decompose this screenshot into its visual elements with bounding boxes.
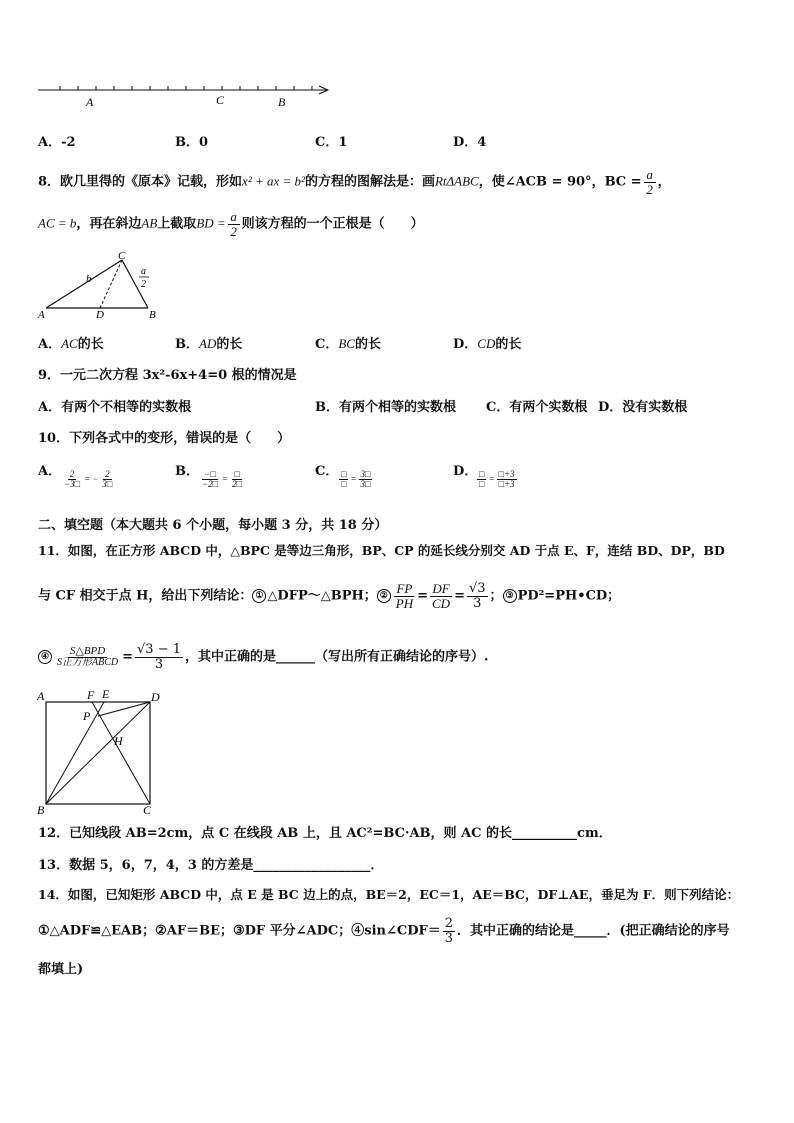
q8-opt-b-tail: 的长 [216, 337, 243, 352]
den: 3 [444, 930, 453, 946]
q8-end: 则该方程的一个正根是（ ） [241, 216, 424, 232]
q9-option-c: C．有两个实数根 [486, 400, 588, 415]
section-2-title: 二、填空题（本大题共 6 个小题，每小题 3 分，共 18 分） [38, 518, 388, 533]
q9-option-d: D．没有实数根 [598, 400, 688, 415]
q8-equation: x² + ax = b² [242, 173, 305, 189]
num: 2 [444, 916, 453, 931]
q8-opt-d-letter: D． [453, 337, 478, 352]
frac [359, 470, 373, 490]
fig8-label-b-side: b [86, 273, 92, 285]
fig8-label-b: B [149, 309, 156, 320]
q8-frac-den: 2 [646, 181, 653, 197]
q13: 13．数据 5，6，7，4，3 的方差是__________________． [38, 858, 384, 873]
frac [230, 470, 244, 490]
q10-letter-d: D． [453, 464, 478, 479]
q11-line2: 与 CF 相交于点 H，给出下列结论： ① △DFP～△BPH； ② $\frac{FP}{PH}$ = $\frac{DF}{CD}$ = $\frac{√3}{3}$ ； ③ PD²=PH•CD； [38, 581, 621, 611]
n1: □ [341, 469, 347, 479]
fig8-label-c: C [118, 250, 126, 262]
q8-bd: BD = [196, 215, 226, 231]
q8-line2 [38, 210, 424, 238]
d2: 3□ [102, 479, 113, 490]
q11-line1: 11．如图，在正方形 ABCD 中，△BPC 是等边三角形，BP、CP 的延长线分别交 AD 于点 E、F，连结 BD、DP，BD [38, 543, 725, 558]
q9-option-b: B．有两个相等的实数根 [315, 400, 456, 415]
frac [100, 470, 114, 490]
q8-opt-d-tail: 的长 [495, 337, 522, 352]
q8-line1: 8．欧几里得的《原本》记载，形如x² + ax = b²的方程的图解法是：画RtΔABC，使∠ACB = 90°，BC = $\frac{a}{2}$ ， [38, 167, 671, 197]
frac [339, 470, 348, 490]
q11-mark-3: ③ [503, 589, 517, 603]
q10-stem: 10．下列各式中的变形，错误的是（ ） [38, 431, 291, 446]
q8-frac2-den: 2 [230, 223, 237, 239]
q10-expr-b [198, 470, 246, 490]
d1: □ [479, 479, 485, 490]
q8-take: 上截取 [157, 216, 197, 232]
fig11-label-h: H [114, 734, 123, 748]
q10-expr-c [337, 470, 374, 490]
q8-triangle: RtΔABC [434, 173, 479, 189]
den: 3 [473, 595, 482, 611]
op: = [350, 474, 357, 484]
q11-frac-sqrt3-3 [467, 582, 488, 610]
q14-line1: 14．如图，已知矩形 ABCD 中，点 E 是 BC 边上的点，BE＝2，EC＝1，AE＝BC，DF⊥AE，垂足为 F．则下列结论： [38, 887, 740, 902]
q8-opt-b-letter: B． [175, 337, 199, 352]
q11-line2-text: 与 CF 相交于点 H，给出下列结论： [38, 588, 253, 604]
q8-option-a [38, 333, 104, 352]
numberline-label-a: A [86, 95, 94, 109]
q7-option-a: A．-2 [38, 135, 76, 150]
q8-option-d [453, 333, 521, 352]
fig8-label-a-top: a [141, 266, 146, 277]
numberline-label-b: B [278, 95, 286, 109]
segment-cf [92, 702, 150, 804]
q8-opt-a-seg: AC [61, 336, 78, 351]
num: √3 [468, 581, 486, 596]
q11-frac-fp-ph [394, 582, 415, 610]
eq: = [122, 649, 134, 665]
n2: 3□ [360, 469, 371, 479]
frac [477, 470, 486, 490]
q11-frac-sqrt3-1 [135, 643, 183, 671]
q11-frac-area [55, 646, 120, 669]
q14-line3: 都填上) [38, 962, 84, 977]
q11-mark-1: ① [252, 589, 266, 603]
q14-frac [443, 917, 455, 945]
q8-prefix: 8．欧几里得的《原本》记载，形如 [38, 174, 243, 190]
fig11-label-a: A [37, 689, 45, 703]
q8-opt-a-letter: A． [38, 337, 62, 352]
numberline-label-c: C [216, 93, 225, 107]
q8-opt-a-tail: 的长 [77, 337, 104, 352]
q11-c3-text: PD²=PH•CD； [517, 588, 621, 604]
fig11-label-c: C [143, 803, 152, 816]
number-line-svg [36, 80, 336, 110]
op: = [488, 474, 495, 484]
frac [62, 470, 82, 490]
fig11-label-f: F [87, 688, 95, 702]
q11-line3 [38, 643, 489, 671]
num: DF [432, 581, 450, 596]
q8-middle: 的方程的图解法是：画 [304, 174, 435, 190]
number-line [36, 80, 336, 114]
q8-ab: AB [141, 215, 158, 231]
q8-opt-b-seg: AD [199, 336, 217, 351]
n2: □+3 [498, 469, 515, 479]
q8-opt-c-letter: C． [315, 337, 339, 352]
q10-letter-c: C． [315, 464, 339, 479]
q8-opt-c-tail: 的长 [354, 337, 381, 352]
op: = − [84, 474, 99, 484]
num: √3 − 1 [137, 642, 181, 657]
d1: −2□ [202, 479, 219, 490]
num: FP [396, 581, 413, 596]
num: S△BPD [69, 644, 106, 657]
q8-cond1: ，使∠ACB = 90° [478, 174, 592, 190]
fig11-label-e: E [102, 687, 110, 701]
q11-square-svg [34, 686, 174, 816]
den: S正方形ABCD [57, 657, 119, 669]
q8-cond2: ，BC = [591, 174, 642, 190]
q9-stem: 9．一元二次方程 3x²-6x+4=0 根的情况是 [38, 368, 297, 383]
q8-option-b [175, 333, 242, 352]
q12: 12．已知线段 AB=2cm，点 C 在线段 AB 上，且 AC²=BC·AB，则 AC 的长__________cm． [38, 826, 612, 841]
q11-frac-df-cd [430, 582, 452, 610]
q14-line2-b: ．其中正确的结论是_____．(把正确结论的序号 [457, 923, 730, 939]
q7-option-c: C．1 [315, 135, 348, 150]
q10-letter-a: A． [38, 464, 62, 479]
q8-option-c [315, 333, 381, 352]
q8-frac-num: a [646, 167, 653, 182]
op: = [222, 474, 229, 484]
n2: 2 [105, 469, 110, 479]
fig11-label-p: P [83, 709, 91, 723]
frac [497, 470, 517, 490]
fig8-label-a: A [38, 309, 45, 320]
q11-c1-text: △DFP～△BPH； [267, 588, 377, 604]
d1: □ [341, 479, 347, 490]
n1: −□ [204, 469, 216, 479]
q8-ac: AC = b [38, 215, 77, 231]
eq: = [454, 588, 465, 604]
q7-option-d: D．4 [453, 135, 487, 150]
q8-frac2-num: a [230, 209, 237, 224]
q11-line3-tail: ，其中正确的是______（写出所有正确结论的序号）. [185, 649, 489, 665]
q8-frac-a2 [644, 168, 656, 196]
q10-expr-a [60, 470, 116, 490]
frac [200, 470, 220, 490]
segment-be [46, 702, 104, 804]
fig11-label-b: B [37, 803, 45, 816]
eq: = [417, 588, 429, 604]
n1: □ [479, 469, 485, 479]
q10-letter-b: B． [175, 464, 199, 479]
q9-option-a: A．有两个不相等的实数根 [38, 400, 192, 415]
fig11-label-d: D [151, 690, 160, 704]
n2: □ [234, 469, 240, 479]
q8-opt-d-seg: CD [477, 336, 496, 351]
q14-line2-a: ①△ADF≌△EAB；②AF＝BE；③DF 平分∠ADC；④sin∠CDF＝ [38, 923, 441, 939]
d1: −3□ [64, 479, 81, 490]
q8-figure [36, 250, 166, 324]
d2: 2□ [232, 479, 243, 490]
q14-line2 [38, 917, 730, 945]
q10-expr-d [475, 470, 519, 490]
q11-mark-4: ④ [38, 650, 52, 664]
den: 3 [154, 656, 164, 672]
segment-bd [46, 702, 150, 804]
q7-option-b: B．0 [175, 135, 209, 150]
fig8-label-two: 2 [141, 279, 146, 290]
d2: □+3 [498, 479, 515, 490]
fig8-label-d: D [96, 309, 104, 320]
den: PH [395, 595, 414, 611]
q8-opt-c-seg: BC [338, 336, 355, 351]
n1: 2 [69, 469, 75, 479]
q11-mark-2: ② [377, 589, 391, 603]
q8-frac-a2-b [228, 210, 240, 238]
q8-triangle-svg [36, 250, 166, 320]
q11-figure [34, 686, 174, 820]
d2: 3□ [360, 479, 371, 490]
q8-mid: ，再在斜边 [76, 216, 142, 232]
den: CD [432, 595, 451, 611]
